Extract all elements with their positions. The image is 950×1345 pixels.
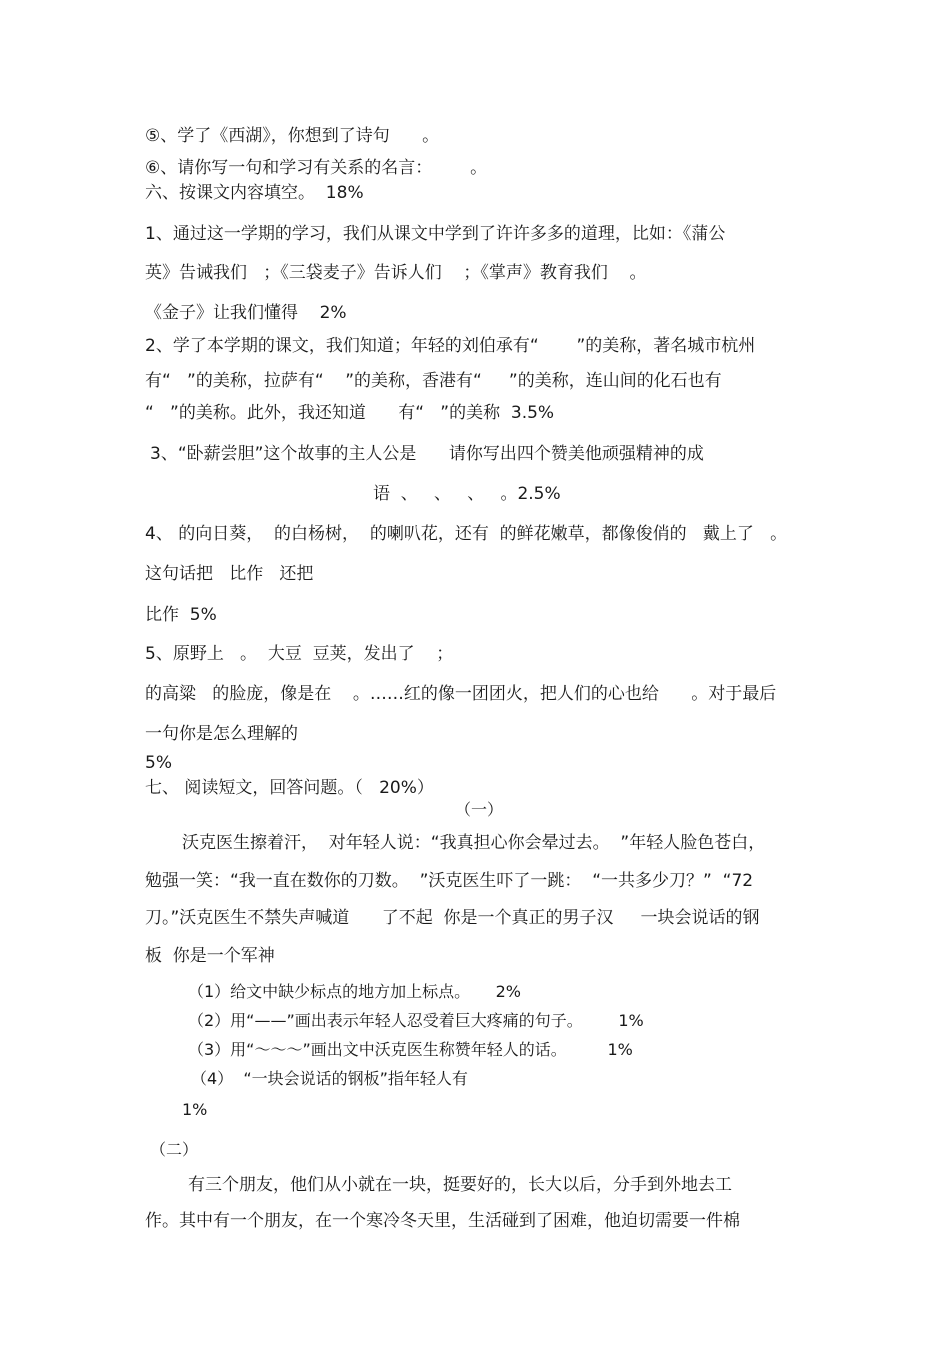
passage-1-line-3: 刀。”沃克医生不禁失声喊道 了不起 你是一个真正的男子汉 一块会说话的钢 bbox=[145, 908, 760, 928]
item-1-line-1: 1、通过这一学期的学习，我们从课文中学到了许许多多的道理，比如：《蒲公 bbox=[145, 224, 726, 244]
passage-1-line-2: 勉强一笑：“我一直在数你的刀数。 ”沃克医生吓了一跳： “一共多少刀？” “72 bbox=[145, 871, 754, 891]
section-7-heading: 七、 阅读短文，回答问题。（ 20%） bbox=[145, 778, 434, 798]
passage-1-line-4: 板 你是一个军神 bbox=[145, 946, 275, 966]
item-1-line-2: 英》告诫我们 ；《三袋麦子》告诉人们 ；《掌声》教育我们 。 bbox=[145, 263, 647, 283]
passage-2-label: （二） bbox=[150, 1140, 199, 1159]
section-6-heading: 六、按课文内容填空。 18% bbox=[145, 183, 364, 203]
item-1-line-3: 《金子》让我们懂得 2% bbox=[145, 303, 347, 323]
item-2-line-1: 2、学了本学期的课文，我们知道；年轻的刘伯承有“ ”的美称，著名城市杭州 bbox=[145, 336, 756, 356]
passage-1-question-3: （3）用“～～～”画出文中沃克医生称赞年轻人的话。 1% bbox=[188, 1040, 633, 1059]
passage-1-label: （一） bbox=[455, 800, 504, 819]
passage-1-question-4: （4） “一块会说话的钢板”指年轻人有 bbox=[191, 1069, 468, 1088]
passage-2-line-2: 作。其中有一个朋友，在一个寒冷冬天里，生活碰到了困难，他迫切需要一件棉 bbox=[145, 1211, 740, 1231]
item-3-line-2: 语 、 、 、 。2.5% bbox=[373, 484, 561, 504]
passage-1-line-1: 沃克医生擦着汗， 对年轻人说：“我真担心你会晕过去。 ”年轻人脸色苍白， bbox=[182, 833, 766, 853]
passage-2-line-1: 有三个朋友，他们从小就在一块，挺要好的，长大以后，分手到外地去工 bbox=[188, 1175, 732, 1195]
item-4-line-3: 比作 5% bbox=[145, 605, 217, 625]
question-5-xihu: ⑤、学了《西湖》，你想到了诗句 。 bbox=[145, 126, 440, 146]
item-5-score: 5% bbox=[145, 753, 172, 773]
passage-1-question-4-score: 1% bbox=[182, 1100, 208, 1119]
item-3-line-1: 3、“卧薪尝胆”这个故事的主人公是 请你写出四个赞美他顽强精神的成 bbox=[150, 444, 704, 464]
item-4-line-2: 这句话把 比作 还把 bbox=[145, 564, 314, 584]
item-2-line-2: 有“ ”的美称，拉萨有“ ”的美称，香港有“ ”的美称，连山间的化石也有 bbox=[145, 371, 722, 391]
passage-1-question-1: （1）给文中缺少标点的地方加上标点。 2% bbox=[188, 982, 521, 1001]
question-6-quote: ⑥、请你写一句和学习有关系的名言： 。 bbox=[145, 158, 488, 178]
item-5-line-1: 5、原野上 。 大豆 豆荚，发出了 ； bbox=[145, 644, 454, 664]
item-4-line-1: 4、 的向日葵， 的白杨树， 的喇叭花，还有 的鲜花嫩草，都像俊俏的 戴上了 。 bbox=[145, 524, 788, 544]
item-5-line-2: 的高粱 的脸庞，像是在 。……红的像一团团火，把人们的心也给 。对于最后 bbox=[145, 684, 777, 704]
item-5-line-3: 一句你是怎么理解的 bbox=[145, 724, 298, 744]
item-2-line-3: “ ”的美称。此外，我还知道 有“ ”的美称 3.5% bbox=[145, 403, 555, 423]
passage-1-question-2: （2）用“——”画出表示年轻人忍受着巨大疼痛的句子。 1% bbox=[188, 1011, 644, 1030]
